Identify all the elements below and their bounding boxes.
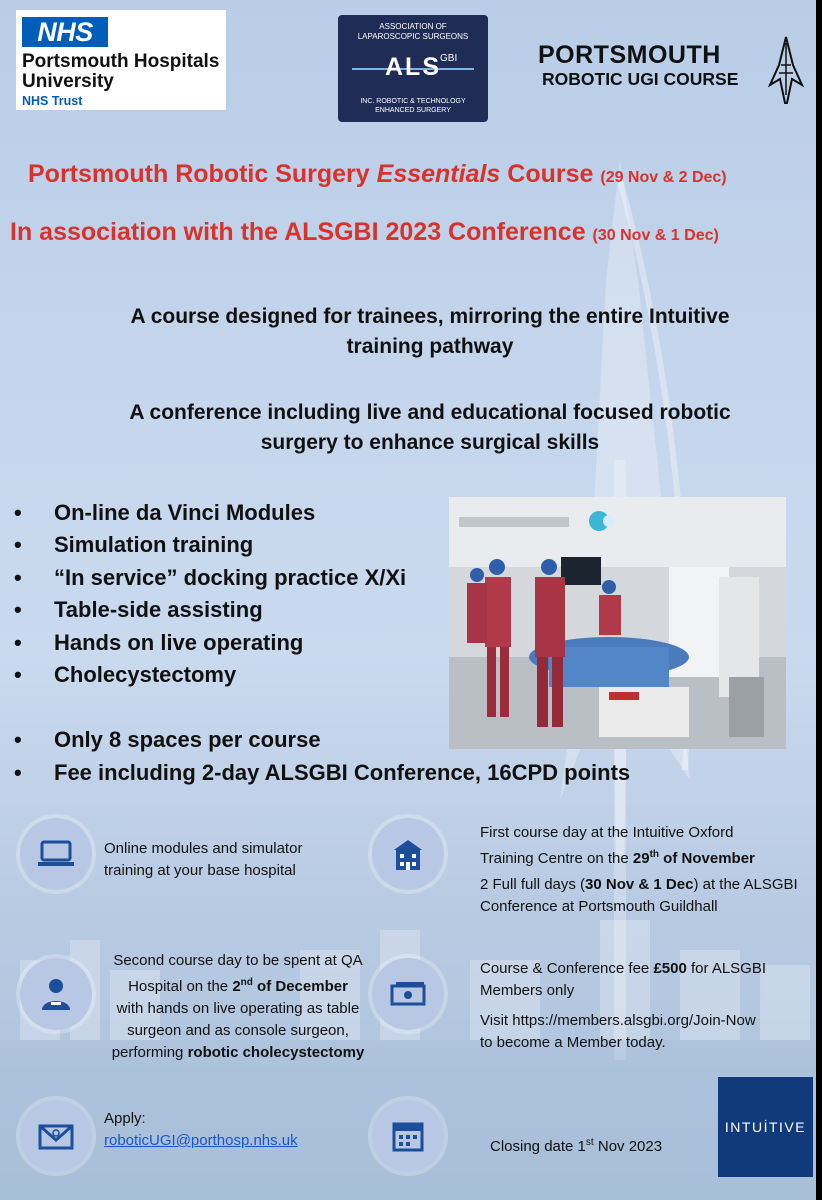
first-day-line3 [480, 874, 798, 896]
closing-date-post: Nov 2023 [593, 1138, 663, 1155]
first-day-line3-post: ) at the ALSGBI [693, 876, 798, 893]
course-title-dates: (29 Nov & 2 Dec) [600, 169, 727, 186]
second-day-date: 2 [232, 978, 241, 995]
list-item-text: Fee including 2-day ALSGBI Conference, 16CPD points [54, 760, 631, 785]
nhs-trust-label: NHS Trust [22, 94, 83, 108]
bullet-dot: • [14, 532, 22, 557]
first-day-date: 29 [632, 850, 650, 867]
email-icon [20, 1100, 92, 1172]
als-bottom-line2: ENHANCED SURGERY [375, 107, 451, 114]
course-description-line1: A course designed for trainees, mirroring the entire Intuitive [130, 305, 730, 328]
right-border [816, 0, 822, 1200]
nhs-trust-logo [16, 10, 226, 110]
surgeon-icon [20, 958, 92, 1030]
second-day-line2 [100, 972, 376, 998]
first-day-line4: Conference at Portsmouth Guildhall [480, 898, 718, 915]
list-item-text: Simulation training [54, 532, 254, 557]
online-info [104, 838, 302, 882]
online-info-line1: Online modules and simulator [104, 840, 303, 857]
apply-info [104, 1108, 298, 1152]
spinnaker-tower-icon [766, 35, 806, 105]
fee-amount: £500 [653, 960, 687, 977]
conference-title-dates: (30 Nov & 1 Dec) [592, 227, 719, 244]
conference-description-line1: A conference including live and educational focused robotic [129, 401, 731, 424]
first-day-line1: First course day at the Intuitive Oxford [480, 824, 734, 841]
apply-email-link[interactable]: roboticUGI@porthosp.nhs.uk [104, 1132, 298, 1149]
als-gbi-text: GBI [440, 53, 458, 64]
intuitive-logo: INTUİTIVE [718, 1077, 813, 1177]
closing-date [490, 1132, 662, 1158]
first-day-line3-dates: 30 Nov & 1 Dec [585, 876, 694, 893]
second-day-line1: Second course day to be spent at QA [113, 952, 363, 969]
fee-line4: to become a Member today. [480, 1034, 666, 1051]
second-day-line2-pre: Hospital on the [128, 978, 233, 995]
alsgbi-logo [338, 15, 488, 122]
second-day-info [100, 950, 376, 1064]
nhs-trust-name [22, 52, 219, 92]
list-item-text: Hands on live operating [54, 630, 304, 655]
als-bottom-line1: INC. ROBOTIC & TECHNOLOGY [360, 98, 466, 105]
bullet-dot: • [14, 630, 22, 655]
fee-line2: Members only [480, 982, 575, 999]
als-main-text: ALS [385, 53, 441, 81]
als-top-line1: ASSOCIATION OF [379, 22, 447, 31]
closing-date-pre: Closing date 1 [490, 1138, 586, 1155]
course-title-pre: Portsmouth Robotic Surgery [28, 160, 377, 188]
list-item-text: Table-side assisting [54, 597, 263, 622]
fee-line1 [480, 958, 766, 980]
hospital-icon [372, 818, 444, 890]
online-info-line2: training at your base hospital [104, 862, 296, 879]
operating-theatre-photo [449, 497, 786, 749]
nhs-badge: NHS [22, 17, 108, 47]
bullet-dot: • [14, 500, 22, 525]
bullet-dot: • [14, 565, 22, 590]
fee-line1-pre: Course & Conference fee [480, 960, 654, 977]
second-day-procedure: robotic cholecystectomy [187, 1044, 365, 1061]
apply-label: Apply: [104, 1110, 146, 1127]
course-title-emphasis: Essentials [376, 160, 501, 188]
als-bottom-text [338, 97, 488, 115]
bullet-dot: • [14, 727, 22, 752]
conference-description [60, 398, 800, 458]
course-description [60, 302, 800, 362]
fee-info [480, 958, 766, 1054]
nhs-name-line1: Portsmouth Hospitals [22, 51, 220, 72]
course-description-line2: training pathway [346, 335, 514, 358]
first-day-line2-pre: Training Centre on the [480, 850, 633, 867]
portsmouth-robotic-ugi-logo [538, 35, 812, 105]
calendar-icon [372, 1100, 444, 1172]
fee-line3: Visit https://members.alsgbi.org/Join-Now [480, 1012, 756, 1029]
list-item-text: Only 8 spaces per course [54, 727, 321, 752]
closing-date-suffix: st [585, 1137, 594, 1148]
prc-line1: PORTSMOUTH [538, 41, 721, 69]
bullet-dot: • [14, 662, 22, 687]
list-item-text: Cholecystectomy [54, 662, 237, 687]
nhs-name-line2: University [22, 71, 114, 92]
first-day-date-suffix: th [649, 849, 660, 860]
laptop-icon [20, 818, 92, 890]
second-day-line5 [100, 1042, 376, 1064]
list-item-text: On-line da Vinci Modules [54, 500, 316, 525]
list-item-text: “In service” docking practice X/Xi [54, 565, 407, 590]
prc-line2: ROBOTIC UGI COURSE [542, 69, 739, 89]
als-top-line2: LAPAROSCOPIC SURGEONS [357, 32, 469, 41]
conference-title [10, 218, 719, 247]
fee-line1-post: for ALSGBI [686, 960, 767, 977]
bullet-dot: • [14, 760, 22, 785]
second-day-date-suffix: nd [240, 977, 253, 988]
money-icon [372, 958, 444, 1030]
bullet-dot: • [14, 597, 22, 622]
first-day-info [480, 822, 798, 918]
second-day-line3: with hands on live operating as table [116, 1000, 360, 1017]
second-day-line4: surgeon and as console surgeon, [127, 1022, 349, 1039]
first-day-line3-pre: 2 Full full days ( [480, 876, 586, 893]
conference-title-main: In association with the ALSGBI 2023 Conference [10, 218, 593, 246]
second-day-line5-pre: performing [111, 1044, 188, 1061]
course-title-post: Course [500, 160, 601, 188]
first-day-month: of November [659, 850, 755, 867]
first-day-line2 [480, 844, 798, 870]
second-day-month: of December [252, 978, 348, 995]
als-top-text [338, 22, 488, 42]
conference-description-line2: surgery to enhance surgical skills [260, 431, 600, 454]
course-title [28, 160, 727, 189]
